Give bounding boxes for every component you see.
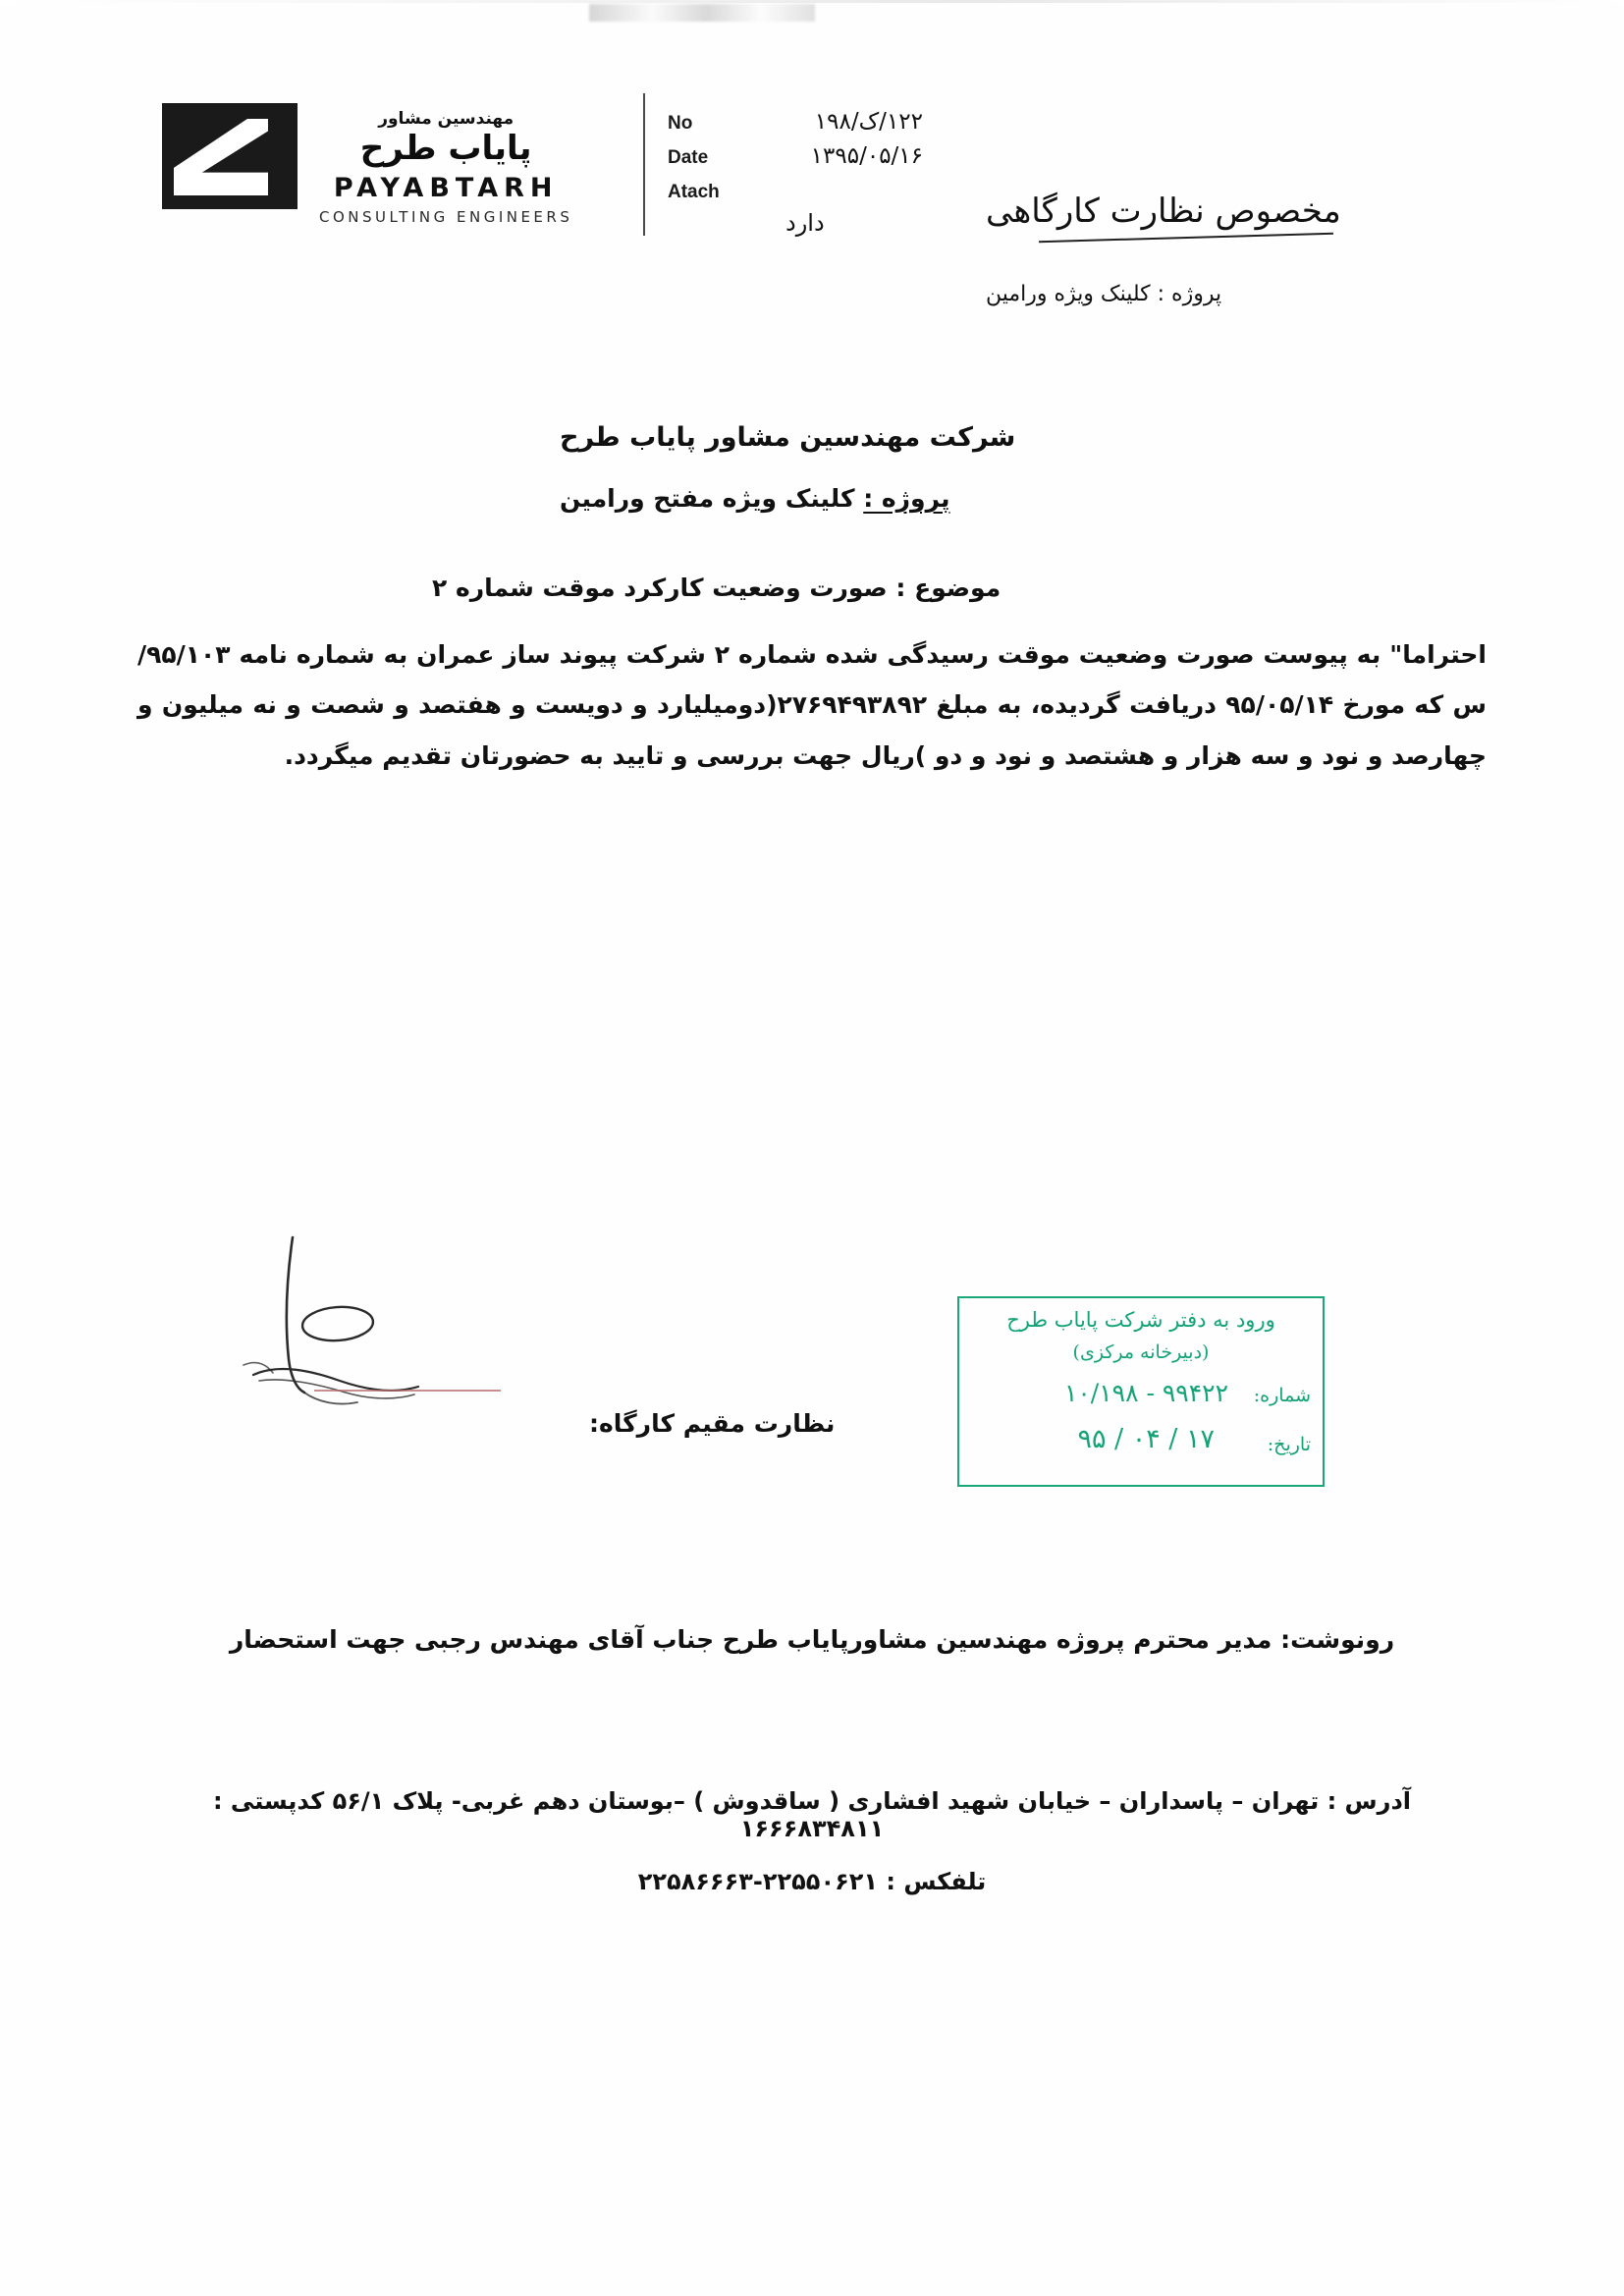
supervision-title: مخصوص نظارت کارگاهی [986, 191, 1341, 231]
meta-label-no: No [668, 113, 693, 134]
attachment-note: دارد [785, 209, 825, 237]
handwritten-signature [236, 1228, 461, 1434]
resident-rule [314, 1390, 501, 1392]
meta-row-atach [668, 178, 923, 212]
logo-mark-icon [162, 103, 298, 209]
letterhead [0, 93, 1624, 306]
stamp-line-1: ورود به دفتر شرکت پایاب طرح [1006, 1308, 1275, 1332]
stamp-number-value: ۱۰/۱۹۸ - ۹۹۴۲۲ [1063, 1379, 1228, 1407]
stamp-date-label: تاریخ: [1267, 1434, 1311, 1455]
meta-label-atach: Atach [668, 182, 720, 202]
footer-address: آدرس : تهران – پاسداران – خیابان شهید افشاری ( ساقدوش ) –بوستان دهم غربی- پلاک ۵۶/۱ کدپستی : ۱۶۶۶۸۳۴۸۱۱ [212, 1787, 1412, 1842]
stamp-line-2: (دبیرخانه مرکزی) [1072, 1341, 1210, 1363]
logo-wordmark [319, 103, 572, 226]
resident-supervisor-label: نظارت مقیم کارگاه: [589, 1409, 836, 1438]
letterhead-divider [643, 93, 645, 236]
stamp-number-label: شماره: [1253, 1385, 1311, 1406]
logo-fa-small: مهندسین مشاور [378, 109, 514, 129]
signature-area [0, 1208, 1624, 1552]
meta-value-no: ۱۲۲/ک/۱۹۸ [814, 109, 923, 135]
meta-row-no [668, 109, 923, 143]
letter-paragraph: احتراما" به پیوست صورت وضعیت موقت رسیدگی شده شماره ۲ شرکت پیوند ساز عمران به شماره نامه ۹۵/۱۰۳/س که مورخ ۹۵/۰۵/۱۴ دریافت گردیده، به مبلغ ۲۷۶۹۴۹۳۸۹۲(دومیلیارد و دویست و هفتصد و شصت و نه میلیون و چهارصد و نود و سه هزار و هشتصد و نود و دو )ریال جهت بررسی و تایید به حضورتان تقدیم میگردد. [137, 640, 1487, 770]
letter-project [137, 484, 1487, 513]
meta-value-date: ۱۳۹۵/۰۵/۱۶ [810, 143, 923, 169]
footer-telefax: تلفکس : ۲۲۵۵۰۶۲۱-۲۲۵۸۶۶۶۳ [637, 1868, 987, 1895]
logo-en-name: PAYABTARH [333, 173, 559, 204]
letter-meta-fields [668, 109, 923, 212]
registry-stamp [957, 1296, 1325, 1487]
letter-subject: موضوع : صورت وضعیت کارکرد موقت شماره ۲ [432, 574, 1001, 602]
meta-label-date: Date [668, 147, 709, 168]
supervision-header [986, 191, 1496, 306]
letter-project-label: پروژه : [863, 484, 950, 513]
company-logo [162, 103, 614, 226]
letter-project-value: کلینک ویژه مفتح ورامین [560, 484, 855, 513]
meta-row-date [668, 143, 923, 178]
scan-smudge-artifact [589, 4, 815, 22]
letter-body [137, 422, 1487, 781]
letter-addressee: شرکت مهندسین مشاور پایاب طرح [560, 422, 1016, 453]
logo-en-subtitle: CONSULTING ENGINEERS [319, 208, 573, 227]
letter-footer [137, 1787, 1487, 1895]
scan-edge-artifact [0, 0, 1624, 3]
carbon-copy-line: رونوشت: مدیر محترم پروژه مهندسین مشاورپایاب طرح جناب آقای مهندس رجبی جهت استحضار [229, 1625, 1395, 1654]
stamp-date-value: ۹۵ / ۰۴ / ۱۷ [1077, 1424, 1215, 1454]
supervision-project: پروژه : کلینک ویژه ورامین [986, 282, 1222, 306]
logo-fa-big: پایاب طرح [359, 129, 532, 168]
